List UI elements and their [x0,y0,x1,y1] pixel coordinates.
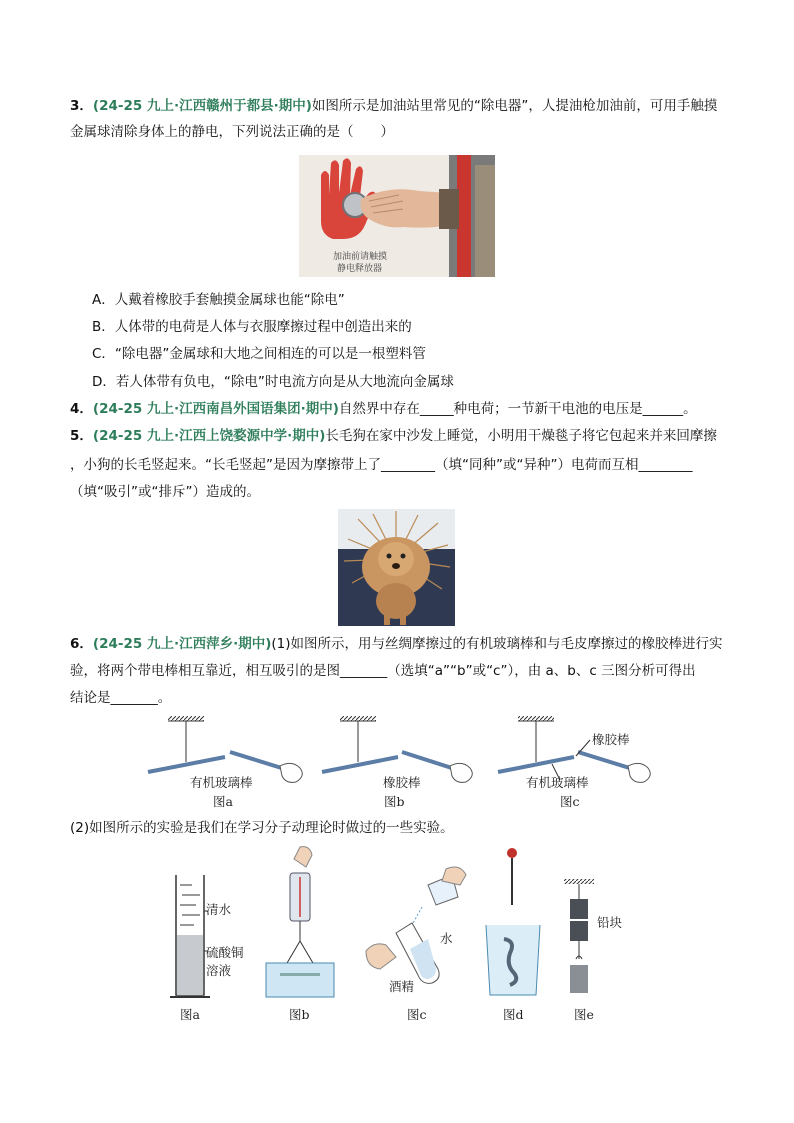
q5-dog-photo [338,509,455,626]
q6-line2: 验，将两个带电棒相互靠近，相互吸引的是图_______（选填“a”“b”或“c”），由 a、b、c 三图分析可得出 [70,663,696,679]
q6-line3: 结论是_______。 [70,690,172,706]
q3-line1 [70,97,717,115]
q5-text1: 长毛狗在家中沙发上睡觉，小明用干燥毯子将它包起来并来回摩擦 [325,428,717,444]
fig2c-label-alcohol: 酒精 [389,979,415,994]
fig2b-caption: 图b [289,1007,310,1022]
q6-line1 [70,635,723,653]
fig2a-label-copper: 硫酸铜 [206,945,244,960]
q4-text: 自然界中存在_____种电荷；一节新干电池的电压是______。 [338,401,697,417]
q5-dog-photo-svg [338,509,455,626]
q3-photo-svg [299,155,495,277]
q4-line [70,400,697,418]
q3-photo-text2: 静电释放器 [337,264,383,274]
fig1c-caption: 图c [560,794,580,809]
q3-line2: 金属球清除身体上的静电，下列说法正确的是（ ） [70,124,394,140]
fig2e-caption: 图e [574,1007,594,1022]
q5-source: (24-25 九上·江西上饶婺源中学·期中) [92,428,326,444]
fig1b-label: 橡胶棒 [383,775,421,790]
q6-line4: (2)如图所示的实验是我们在学习分子动理论时做过的一些实验。 [70,820,454,836]
q6-source: (24-25 九上·江西萍乡·期中) [92,636,272,652]
fig1c-label-bottom: 有机玻璃棒 [526,775,589,790]
q3-option-c: C．“除电器”金属球和大地之间相连的可以是一根塑料管 [92,346,426,362]
fig1a-label: 有机玻璃棒 [190,775,253,790]
fig1b-caption: 图b [384,794,405,809]
q4-source: (24-25 九上·江西南昌外国语集团·期中) [92,401,339,417]
fig1c-label-top: 橡胶棒 [592,732,630,747]
fig2d-caption: 图d [503,1007,524,1022]
fig2c-caption: 图c [407,1007,427,1022]
q5-line1 [70,427,717,445]
q3-option-a: A．人戴着橡胶手套触摸金属球也能“除电” [92,292,345,308]
q3-source: (24-25 九上·江西赣州于都县·期中) [92,98,312,114]
q5-line3: （填“吸引”或“排斥”）造成的。 [70,484,260,500]
q3-option-b: B．人体带的电荷是人体与衣服摩擦过程中创造出来的 [92,319,412,335]
q6-number: 6． [70,636,93,652]
q3-photo [299,155,495,277]
q3-option-d: D．若人体带有负电，“除电”时电流方向是从大地流向金属球 [92,374,454,390]
fig2c-label-water: 水 [440,931,453,946]
fig2a-label-solution: 溶液 [206,963,232,978]
q5-line2: ，小狗的长毛竖起来。“长毛竖起”是因为摩擦带上了________（填“同种”或“异种”）电荷而互相________ [70,457,693,473]
fig2a-label-water: 清水 [206,902,232,917]
q5-number: 5． [70,428,93,444]
q6-text1: (1)如图所示，用与丝绸摩擦过的有机玻璃棒和与毛皮摩擦过的橡胶棒进行实 [271,636,723,652]
q4-number: 4． [70,401,93,417]
q3-photo-text1: 加油前请触摸 [333,252,388,262]
fig1a-caption: 图a [213,794,233,809]
q3-text1: 如图所示是加油站里常见的“除电器”，人提油枪加油前，可用手触摸 [311,98,718,114]
q3-number: 3． [70,98,93,114]
fig2a-caption: 图a [180,1007,200,1022]
fig2e-label: 铅块 [597,915,623,930]
